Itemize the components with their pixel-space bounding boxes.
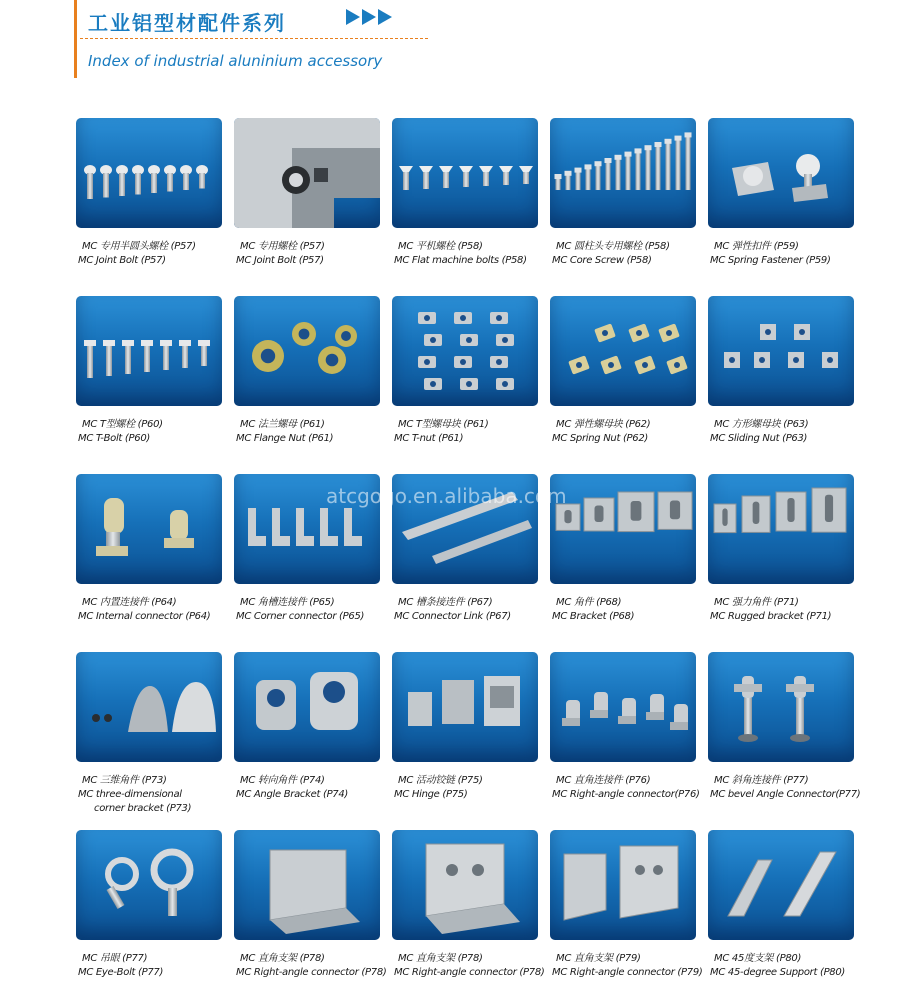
product-caption xyxy=(236,774,396,802)
product-name-cn: MC 角件 (P68) xyxy=(556,597,622,608)
bevel-connector-icon xyxy=(708,652,854,762)
product-caption xyxy=(552,240,712,268)
product-caption xyxy=(710,596,870,624)
product-name-cn: MC 平机螺栓 (P58) xyxy=(398,241,483,252)
product-name-en: MC Joint Bolt (P57) xyxy=(78,255,166,266)
product-name-en: MC Spring Fastener (P59) xyxy=(710,255,831,266)
product-name-cn: MC 直角支架 (P79) xyxy=(556,953,641,964)
product-card[interactable] xyxy=(708,652,862,812)
round-head-bolts-icon xyxy=(76,118,222,228)
product-caption xyxy=(236,596,396,624)
product-card[interactable] xyxy=(550,830,704,990)
product-name-en: MC Hinge (P75) xyxy=(394,789,468,800)
spring-fastener-icon xyxy=(708,118,854,228)
header-divider xyxy=(80,38,428,39)
product-name-cn: MC 直角支架 (P78) xyxy=(240,953,325,964)
product-caption xyxy=(394,240,554,268)
product-name-en: MC Eye-Bolt (P77) xyxy=(78,967,164,978)
product-card[interactable] xyxy=(234,652,388,812)
product-caption xyxy=(394,596,554,624)
t-nuts-icon xyxy=(392,296,538,406)
product-caption xyxy=(78,774,238,816)
rugged-bracket-icon xyxy=(708,474,854,584)
product-name-en: MC Rugged bracket (P71) xyxy=(710,611,832,622)
flat-bolts-icon xyxy=(392,118,538,228)
sliding-nuts-icon xyxy=(708,296,854,406)
product-caption xyxy=(78,596,238,624)
page-header xyxy=(74,0,434,78)
product-name-cn: MC 专用螺栓 (P57) xyxy=(240,241,325,252)
product-name-en: MC Flange Nut (P61) xyxy=(236,433,334,444)
product-caption xyxy=(78,240,238,268)
product-card[interactable] xyxy=(76,296,230,456)
angle-support-large-icon xyxy=(392,830,538,940)
product-card[interactable] xyxy=(392,118,546,278)
t-bolts-icon xyxy=(76,296,222,406)
product-card[interactable] xyxy=(392,652,546,812)
hinge-icon xyxy=(392,652,538,762)
product-caption xyxy=(236,418,396,446)
product-name-en: MC three-dimensional xyxy=(78,789,182,800)
product-name-cn: MC 转向角件 (P74) xyxy=(240,775,325,786)
product-caption xyxy=(710,418,870,446)
product-name-en: MC 45-degree Support (P80) xyxy=(710,967,846,978)
product-card[interactable] xyxy=(234,296,388,456)
product-name-cn: MC 弹性扣件 (P59) xyxy=(714,241,799,252)
product-name-cn: MC 方形螺母块 (P63) xyxy=(714,419,809,430)
forty-five-support-icon xyxy=(708,830,854,940)
product-name-cn: MC 内置连接件 (P64) xyxy=(82,597,177,608)
page-subtitle: Index of industrial aluninium accessory xyxy=(88,52,383,70)
product-caption xyxy=(552,596,712,624)
product-caption xyxy=(552,774,712,802)
product-name-en: MC Right-angle connector(P76) xyxy=(552,789,700,800)
page-title: 工业铝型材配件系列 xyxy=(88,11,286,35)
core-screws-icon xyxy=(550,118,696,228)
product-card[interactable] xyxy=(708,118,862,278)
product-card[interactable] xyxy=(550,652,704,812)
product-name-cn: MC 专用半圆头螺栓 (P57) xyxy=(82,241,196,252)
product-name-en: MC T-nut (P61) xyxy=(394,433,464,444)
product-name-en: MC T-Bolt (P60) xyxy=(78,433,150,444)
product-name-en: MC Right-angle connector (P78) xyxy=(236,967,387,978)
bracket-icon xyxy=(550,474,696,584)
profile-joint-icon xyxy=(234,118,380,228)
product-card[interactable] xyxy=(392,830,546,990)
product-card[interactable] xyxy=(76,474,230,634)
product-name-cn: MC 三维角件 (P73) xyxy=(82,775,167,786)
product-name-en: MC Flat machine bolts (P58) xyxy=(394,255,527,266)
product-name-en: MC Angle Bracket (P74) xyxy=(236,789,349,800)
product-name-en-line2: corner bracket (P73) xyxy=(94,803,192,814)
angle-bracket-icon xyxy=(234,652,380,762)
product-caption xyxy=(394,952,554,980)
product-card[interactable] xyxy=(550,296,704,456)
internal-connector-icon xyxy=(76,474,222,584)
product-name-cn: MC T型螺母块 (P61) xyxy=(398,419,489,430)
product-card[interactable] xyxy=(76,830,230,990)
product-caption xyxy=(78,418,238,446)
right-angle-connector-icon xyxy=(550,652,696,762)
product-card[interactable] xyxy=(550,474,704,634)
product-name-en: MC Core Screw (P58) xyxy=(552,255,652,266)
product-name-en: MC Spring Nut (P62) xyxy=(552,433,649,444)
product-card[interactable] xyxy=(708,296,862,456)
flange-nuts-icon xyxy=(234,296,380,406)
product-card[interactable] xyxy=(76,118,230,278)
product-caption xyxy=(78,952,238,980)
product-name-cn: MC 直角支架 (P78) xyxy=(398,953,483,964)
product-caption xyxy=(552,418,712,446)
eye-bolt-icon xyxy=(76,830,222,940)
header-accent-bar xyxy=(74,0,77,78)
product-name-cn: MC 活动铰链 (P75) xyxy=(398,775,483,786)
product-name-cn: MC 吊眼 (P77) xyxy=(82,953,148,964)
spring-nuts-icon xyxy=(550,296,696,406)
product-caption xyxy=(710,240,870,268)
product-name-en: MC Internal connector (P64) xyxy=(78,611,211,622)
product-name-en: MC Connector Link (P67) xyxy=(394,611,511,622)
product-name-en: MC bevel Angle Connector(P77) xyxy=(710,789,861,800)
triple-arrow-icon xyxy=(346,9,394,27)
angle-support-pair-icon xyxy=(550,830,696,940)
product-name-cn: MC 圆柱头专用螺栓 (P58) xyxy=(556,241,670,252)
product-name-cn: MC 45度支架 (P80) xyxy=(714,953,802,964)
product-name-cn: MC 斜角连接件 (P77) xyxy=(714,775,809,786)
product-card[interactable] xyxy=(550,118,704,278)
product-caption xyxy=(552,952,712,980)
product-caption xyxy=(710,952,870,980)
product-card[interactable] xyxy=(392,296,546,456)
product-name-en: MC Bracket (P68) xyxy=(552,611,635,622)
product-name-en: MC Right-angle connector (P79) xyxy=(552,967,703,978)
product-card[interactable] xyxy=(708,830,862,990)
product-name-cn: MC T型螺栓 (P60) xyxy=(82,419,163,430)
product-name-cn: MC 强力角件 (P71) xyxy=(714,597,799,608)
angle-support-icon xyxy=(234,830,380,940)
product-caption xyxy=(236,952,396,980)
product-name-cn: MC 法兰螺母 (P61) xyxy=(240,419,325,430)
product-name-cn: MC 角槽连接件 (P65) xyxy=(240,597,335,608)
watermark: atcgogo.en.alibaba.com xyxy=(326,484,567,508)
product-card[interactable] xyxy=(234,830,388,990)
three-d-corner-icon xyxy=(76,652,222,762)
product-caption xyxy=(394,418,554,446)
product-card[interactable] xyxy=(76,652,230,812)
product-name-cn: MC 槽条接连件 (P67) xyxy=(398,597,493,608)
product-caption xyxy=(236,240,396,268)
product-name-en: MC Corner connector (P65) xyxy=(236,611,365,622)
product-name-cn: MC 弹性螺母块 (P62) xyxy=(556,419,651,430)
product-name-en: MC Right-angle connector (P78) xyxy=(394,967,545,978)
product-name-cn: MC 直角连接件 (P76) xyxy=(556,775,651,786)
product-card[interactable] xyxy=(708,474,862,634)
product-name-en: MC Sliding Nut (P63) xyxy=(710,433,808,444)
product-caption xyxy=(394,774,554,802)
product-name-en: MC Joint Bolt (P57) xyxy=(236,255,324,266)
product-caption xyxy=(710,774,870,802)
product-card[interactable] xyxy=(234,118,388,278)
